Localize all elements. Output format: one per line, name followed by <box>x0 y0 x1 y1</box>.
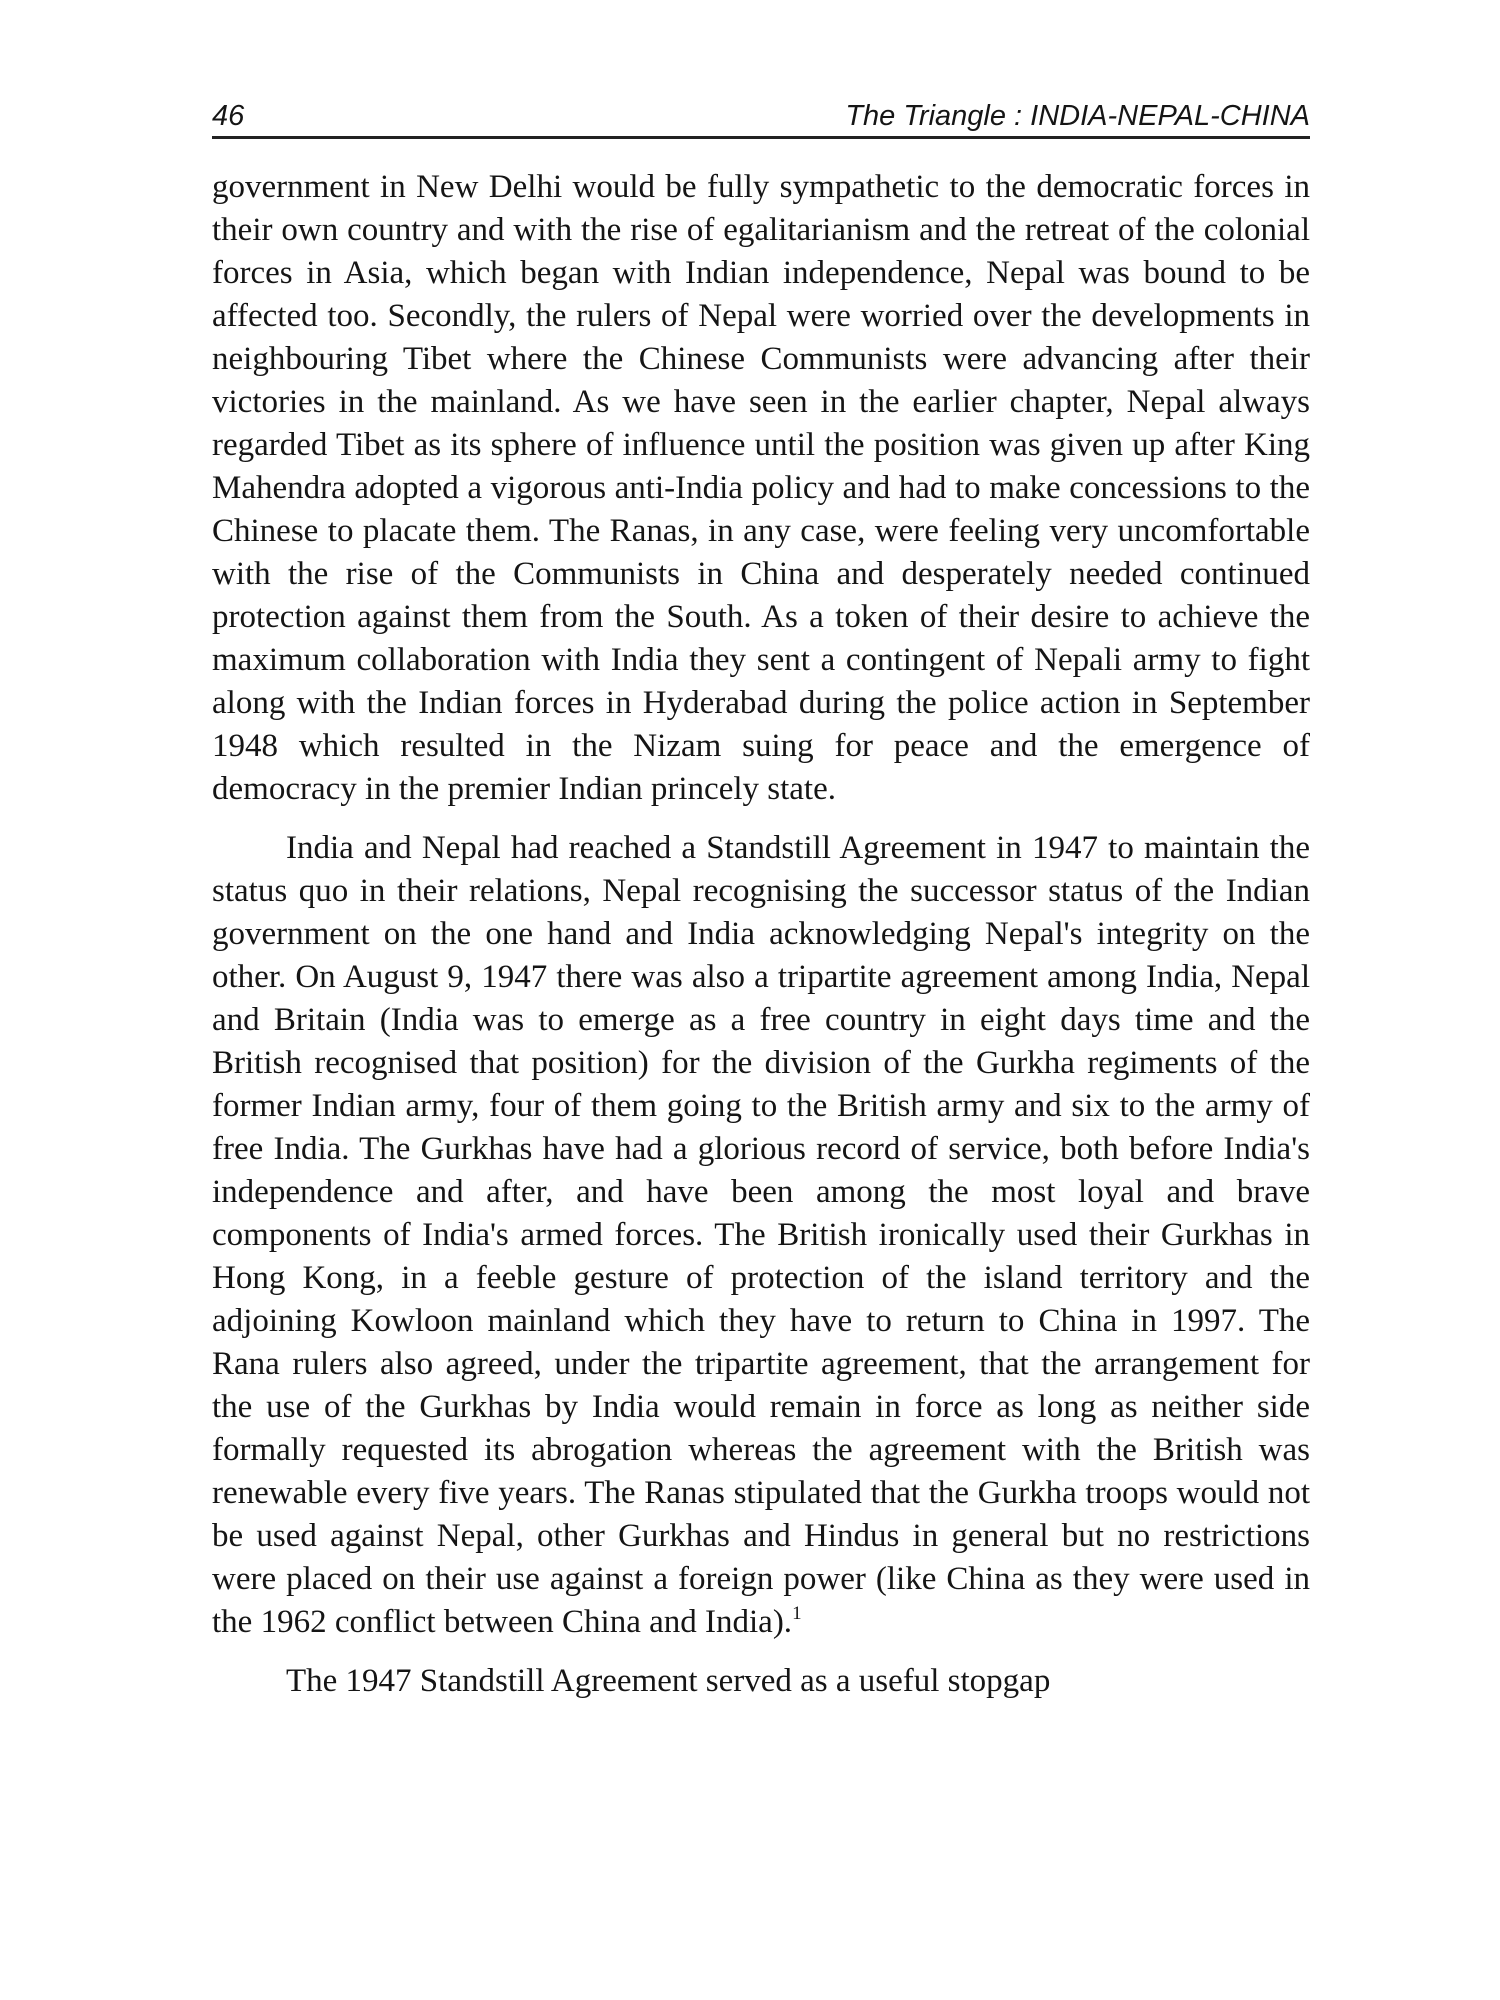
paragraph-2-text: India and Nepal had reached a Standstill Agreement in 1947 to maintain the status quo in their relations, Nepal recognising the successor status of the Indian government on the one hand and India acknowledging Nepal's integrity on the other. On August 9, 1947 there was also a tripartite agreement among India, Nepal and Britain (India was to emerge as a free country in eight days time and the British recognised that position) for the division of the Gurkha regiments of the former Indian army, four of them going to the British army and six to the army of free India. The Gurkhas have had a glorious record of service, both before India's independence and after, and have been among the most loyal and brave components of India's armed forces. The British ironically used their Gurkhas in Hong Kong, in a feeble gesture of protection of the island territory and the adjoining Kowloon mainland which they have to return to China in 1997. The Rana rulers also agreed, under the tripartite agreement, that the arrangement for the use of the Gurkhas by India would remain in force as long as neither side formally requested its abrogation whereas the agreement with the British was renewable every five years. The Ranas stipulated that the Gurkha troops would not be used against Nepal, other Gurkhas and Hindus in general but no restrictions were placed on their use against a foreign power (like China as they were used in the 1962 conflict between China and India). <box>212 830 1310 1640</box>
header-rule <box>212 136 1310 139</box>
running-header <box>212 94 1310 134</box>
paragraph-2 <box>212 827 1310 1644</box>
page-number: 46 <box>212 100 245 132</box>
body-text <box>212 166 1310 1703</box>
running-title: The Triangle : INDIA-NEPAL-CHINA <box>845 100 1310 132</box>
footnote-marker: 1 <box>792 1603 802 1624</box>
paragraph-1: government in New Delhi would be fully sympathetic to the democratic forces in their own country and with the rise of egalitarianism and the retreat of the colonial forces in Asia, which began with Indian independence, Nepal was bound to be affected too. Secondly, the rulers of Nepal were worried over the developments in neighbouring Tibet where the Chinese Communists were advancing after their victories in the mainland. As we have seen in the earlier chapter, Nepal always regarded Tibet as its sphere of influence until the position was given up after King Mahendra adopted a vigorous anti-India policy and had to make concessions to the Chinese to placate them. The Ranas, in any case, were feeling very uncomfortable with the rise of the Communists in China and desperately needed continued protection against them from the South. As a token of their desire to achieve the maximum collaboration with India they sent a contingent of Nepali army to fight along with the Indian forces in Hyderabad during the police action in September 1948 which resulted in the Nizam suing for peace and the emergence of democracy in the premier Indian princely state. <box>212 169 1310 807</box>
paragraph-3: The 1947 Standstill Agreement served as a useful stopgap <box>286 1663 1051 1699</box>
